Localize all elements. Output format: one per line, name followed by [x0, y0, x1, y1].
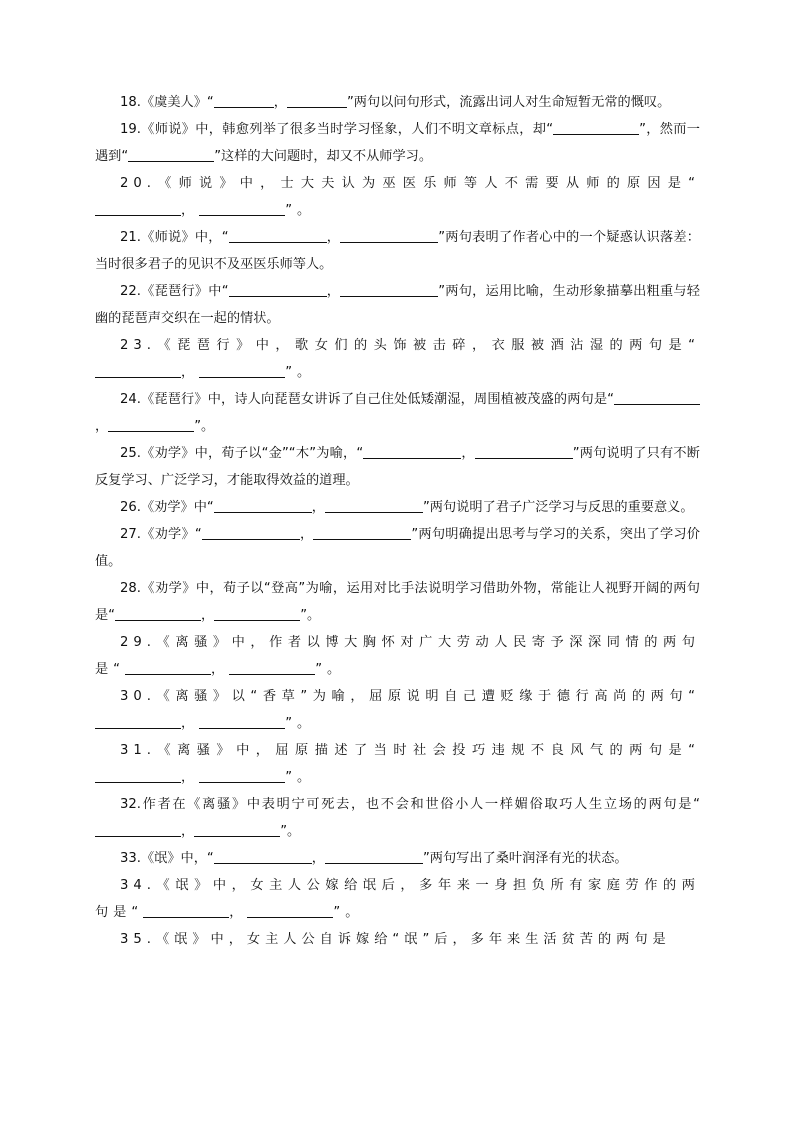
question-item: [95, 521, 700, 575]
answer-blank[interactable]: [229, 282, 327, 297]
question-item: [95, 845, 700, 872]
answer-blank[interactable]: [214, 849, 312, 864]
question-post: ”。: [285, 365, 316, 380]
question-pre: 《琵琶行》中，歌女们的头饰被击碎，衣服被酒沾湿的两句是“: [155, 338, 700, 353]
question-number: 34.: [120, 878, 156, 893]
question-pre: 《氓》中，女主人公嫁给氓后，多年来一身担负所有家庭劳作的两句是“: [95, 878, 700, 920]
question-number: 23.: [120, 338, 156, 353]
question-pre: 《离骚》中，作者以博大胸怀对广大劳动人民寄予深深同情的两句是“: [95, 635, 700, 677]
question-item: [95, 332, 700, 386]
question-separator: ，: [181, 203, 200, 218]
question-post: ”两句表明了作者心中的一个疑惑认识落差：当时很多君子的见识不及巫医乐师等人。: [95, 230, 700, 272]
question-post: ”两句明确提出思考与学习的关系，突出了学习价值。: [95, 527, 700, 569]
question-separator: ，: [273, 95, 287, 110]
question-pre: 作者在《离骚》中表明宁可死去，也不会和世俗小人一样媚俗取巧人生立场的两句是“: [140, 797, 700, 812]
question-post: ”。: [285, 770, 316, 785]
answer-blank[interactable]: [214, 606, 300, 621]
answer-blank[interactable]: [95, 201, 181, 216]
question-number: 32.: [120, 797, 141, 812]
question-separator: ，: [181, 770, 200, 785]
question-item: [95, 683, 700, 737]
question-post: ”两句以问句形式，流露出词人对生命短暂无常的慨叹。: [346, 95, 671, 110]
question-separator: ，: [326, 284, 341, 299]
question-item: [95, 791, 700, 845]
question-post: ”两句说明了只有不断反复学习、广泛学习，才能取得效益的道理。: [95, 446, 700, 488]
question-pre: 《离骚》中，屈原描述了当时社会投巧违规不良风气的两句是“: [155, 743, 700, 758]
question-number: 27.: [120, 527, 141, 542]
answer-blank[interactable]: [95, 714, 181, 729]
question-separator: ，: [299, 527, 314, 542]
question-pre: 《劝学》中“: [140, 500, 214, 515]
question-pre: 《琵琶行》中，诗人向琵琶女讲诉了自己住处低矮潮湿，周围植被茂盛的两句是“: [140, 392, 614, 407]
question-list: [95, 89, 700, 953]
question-number: 25.: [120, 446, 141, 461]
question-post: ”。: [194, 419, 215, 434]
question-post: ”。: [333, 905, 364, 920]
answer-blank[interactable]: [340, 282, 438, 297]
question-number: 22.: [120, 284, 141, 299]
question-post: ”两句写出了桑叶润泽有光的状态。: [422, 851, 628, 866]
question-pre: 《劝学》“: [140, 527, 202, 542]
question-separator: ，: [201, 608, 215, 623]
question-item: [95, 494, 700, 521]
answer-blank[interactable]: [95, 822, 181, 837]
question-pre: 《师说》中，韩愈列举了很多当时学习怪象，人们不明文章标点，却“: [140, 122, 554, 137]
answer-blank[interactable]: [199, 714, 285, 729]
question-number: 29.: [120, 635, 156, 650]
answer-blank[interactable]: [614, 390, 700, 405]
answer-blank[interactable]: [214, 93, 274, 108]
answer-blank[interactable]: [199, 768, 285, 783]
question-separator: ，: [181, 716, 200, 731]
question-post: ”，然而一遇到“: [95, 122, 700, 164]
answer-blank[interactable]: [553, 120, 639, 135]
question-separator: ，: [311, 851, 325, 866]
question-item: [95, 278, 700, 332]
answer-blank[interactable]: [229, 228, 327, 243]
question-pre: 《氓》中，“: [140, 851, 214, 866]
question-tail: ”这样的大问题时，却又不从师学习。: [214, 149, 433, 164]
answer-blank[interactable]: [475, 444, 573, 459]
answer-blank[interactable]: [325, 849, 423, 864]
answer-blank[interactable]: [115, 606, 201, 621]
question-item: [95, 116, 700, 170]
question-post: ”。: [300, 608, 321, 623]
question-post: ”两句，运用比喻，生动形象描摹出粗重与轻幽的琵琶声交织在一起的情状。: [95, 284, 700, 326]
question-separator: ，: [211, 662, 230, 677]
question-separator: ，: [181, 365, 200, 380]
question-item: [95, 575, 700, 629]
question-post: ”。: [280, 824, 301, 839]
answer-blank[interactable]: [363, 444, 461, 459]
question-pre: 《师说》中，士大夫认为巫医乐师等人不需要从师的原因是“: [155, 176, 700, 191]
question-separator: ，: [95, 419, 109, 434]
answer-blank[interactable]: [125, 660, 211, 675]
question-number: 31.: [120, 743, 156, 758]
question-pre: 《劝学》中，荀子以“登高”为喻，运用对比手法说明学习借助外物，常能让人视野开阔的两句是“: [95, 581, 700, 623]
question-pre: 《氓》中，女主人公自诉嫁给“氓”后，多年来生活贫苦的两句是: [155, 932, 671, 947]
question-number: 18.: [120, 95, 141, 110]
question-item: [95, 89, 700, 116]
question-number: 28.: [120, 581, 141, 596]
question-item: [95, 926, 700, 953]
answer-blank[interactable]: [108, 417, 194, 432]
answer-blank[interactable]: [143, 903, 229, 918]
question-separator: ，: [229, 905, 248, 920]
question-separator: ，: [311, 500, 325, 515]
question-number: 35.: [120, 932, 156, 947]
question-post: ”。: [285, 203, 316, 218]
answer-blank[interactable]: [229, 660, 315, 675]
question-separator: ，: [181, 824, 195, 839]
question-separator: ，: [461, 446, 475, 461]
question-number: 24.: [120, 392, 141, 407]
answer-blank[interactable]: [128, 147, 214, 162]
question-item: [95, 224, 700, 278]
question-item: [95, 737, 700, 791]
question-pre: 《虞美人》“: [140, 95, 214, 110]
question-number: 20.: [120, 176, 156, 191]
question-post: ”。: [285, 716, 316, 731]
question-item: [95, 170, 700, 224]
question-pre: 《劝学》中，荀子以“金”“木”为喻，“: [140, 446, 364, 461]
answer-blank[interactable]: [313, 525, 411, 540]
answer-blank[interactable]: [325, 498, 423, 513]
answer-blank[interactable]: [202, 525, 300, 540]
answer-blank[interactable]: [199, 363, 285, 378]
question-number: 21.: [120, 230, 141, 245]
answer-blank[interactable]: [214, 498, 312, 513]
question-pre: 《琵琶行》中“: [140, 284, 229, 299]
answer-blank[interactable]: [194, 822, 280, 837]
question-number: 19.: [120, 122, 141, 137]
answer-blank[interactable]: [95, 768, 181, 783]
answer-blank[interactable]: [199, 201, 285, 216]
answer-blank[interactable]: [287, 93, 347, 108]
question-number: 26.: [120, 500, 141, 515]
answer-blank[interactable]: [95, 363, 181, 378]
answer-blank[interactable]: [247, 903, 333, 918]
answer-blank[interactable]: [340, 228, 438, 243]
question-item: [95, 872, 700, 926]
question-number: 33.: [120, 851, 141, 866]
question-pre: 《离骚》以“香草”为喻，屈原说明自己遭贬缘于德行高尚的两句“: [155, 689, 700, 704]
question-post: ”两句说明了君子广泛学习与反思的重要意义。: [422, 500, 694, 515]
question-item: [95, 440, 700, 494]
question-number: 30.: [120, 689, 156, 704]
question-item: [95, 629, 700, 683]
question-post: ”。: [315, 662, 346, 677]
question-item: [95, 386, 700, 440]
question-pre: 《师说》中，“: [140, 230, 229, 245]
question-separator: ，: [326, 230, 341, 245]
